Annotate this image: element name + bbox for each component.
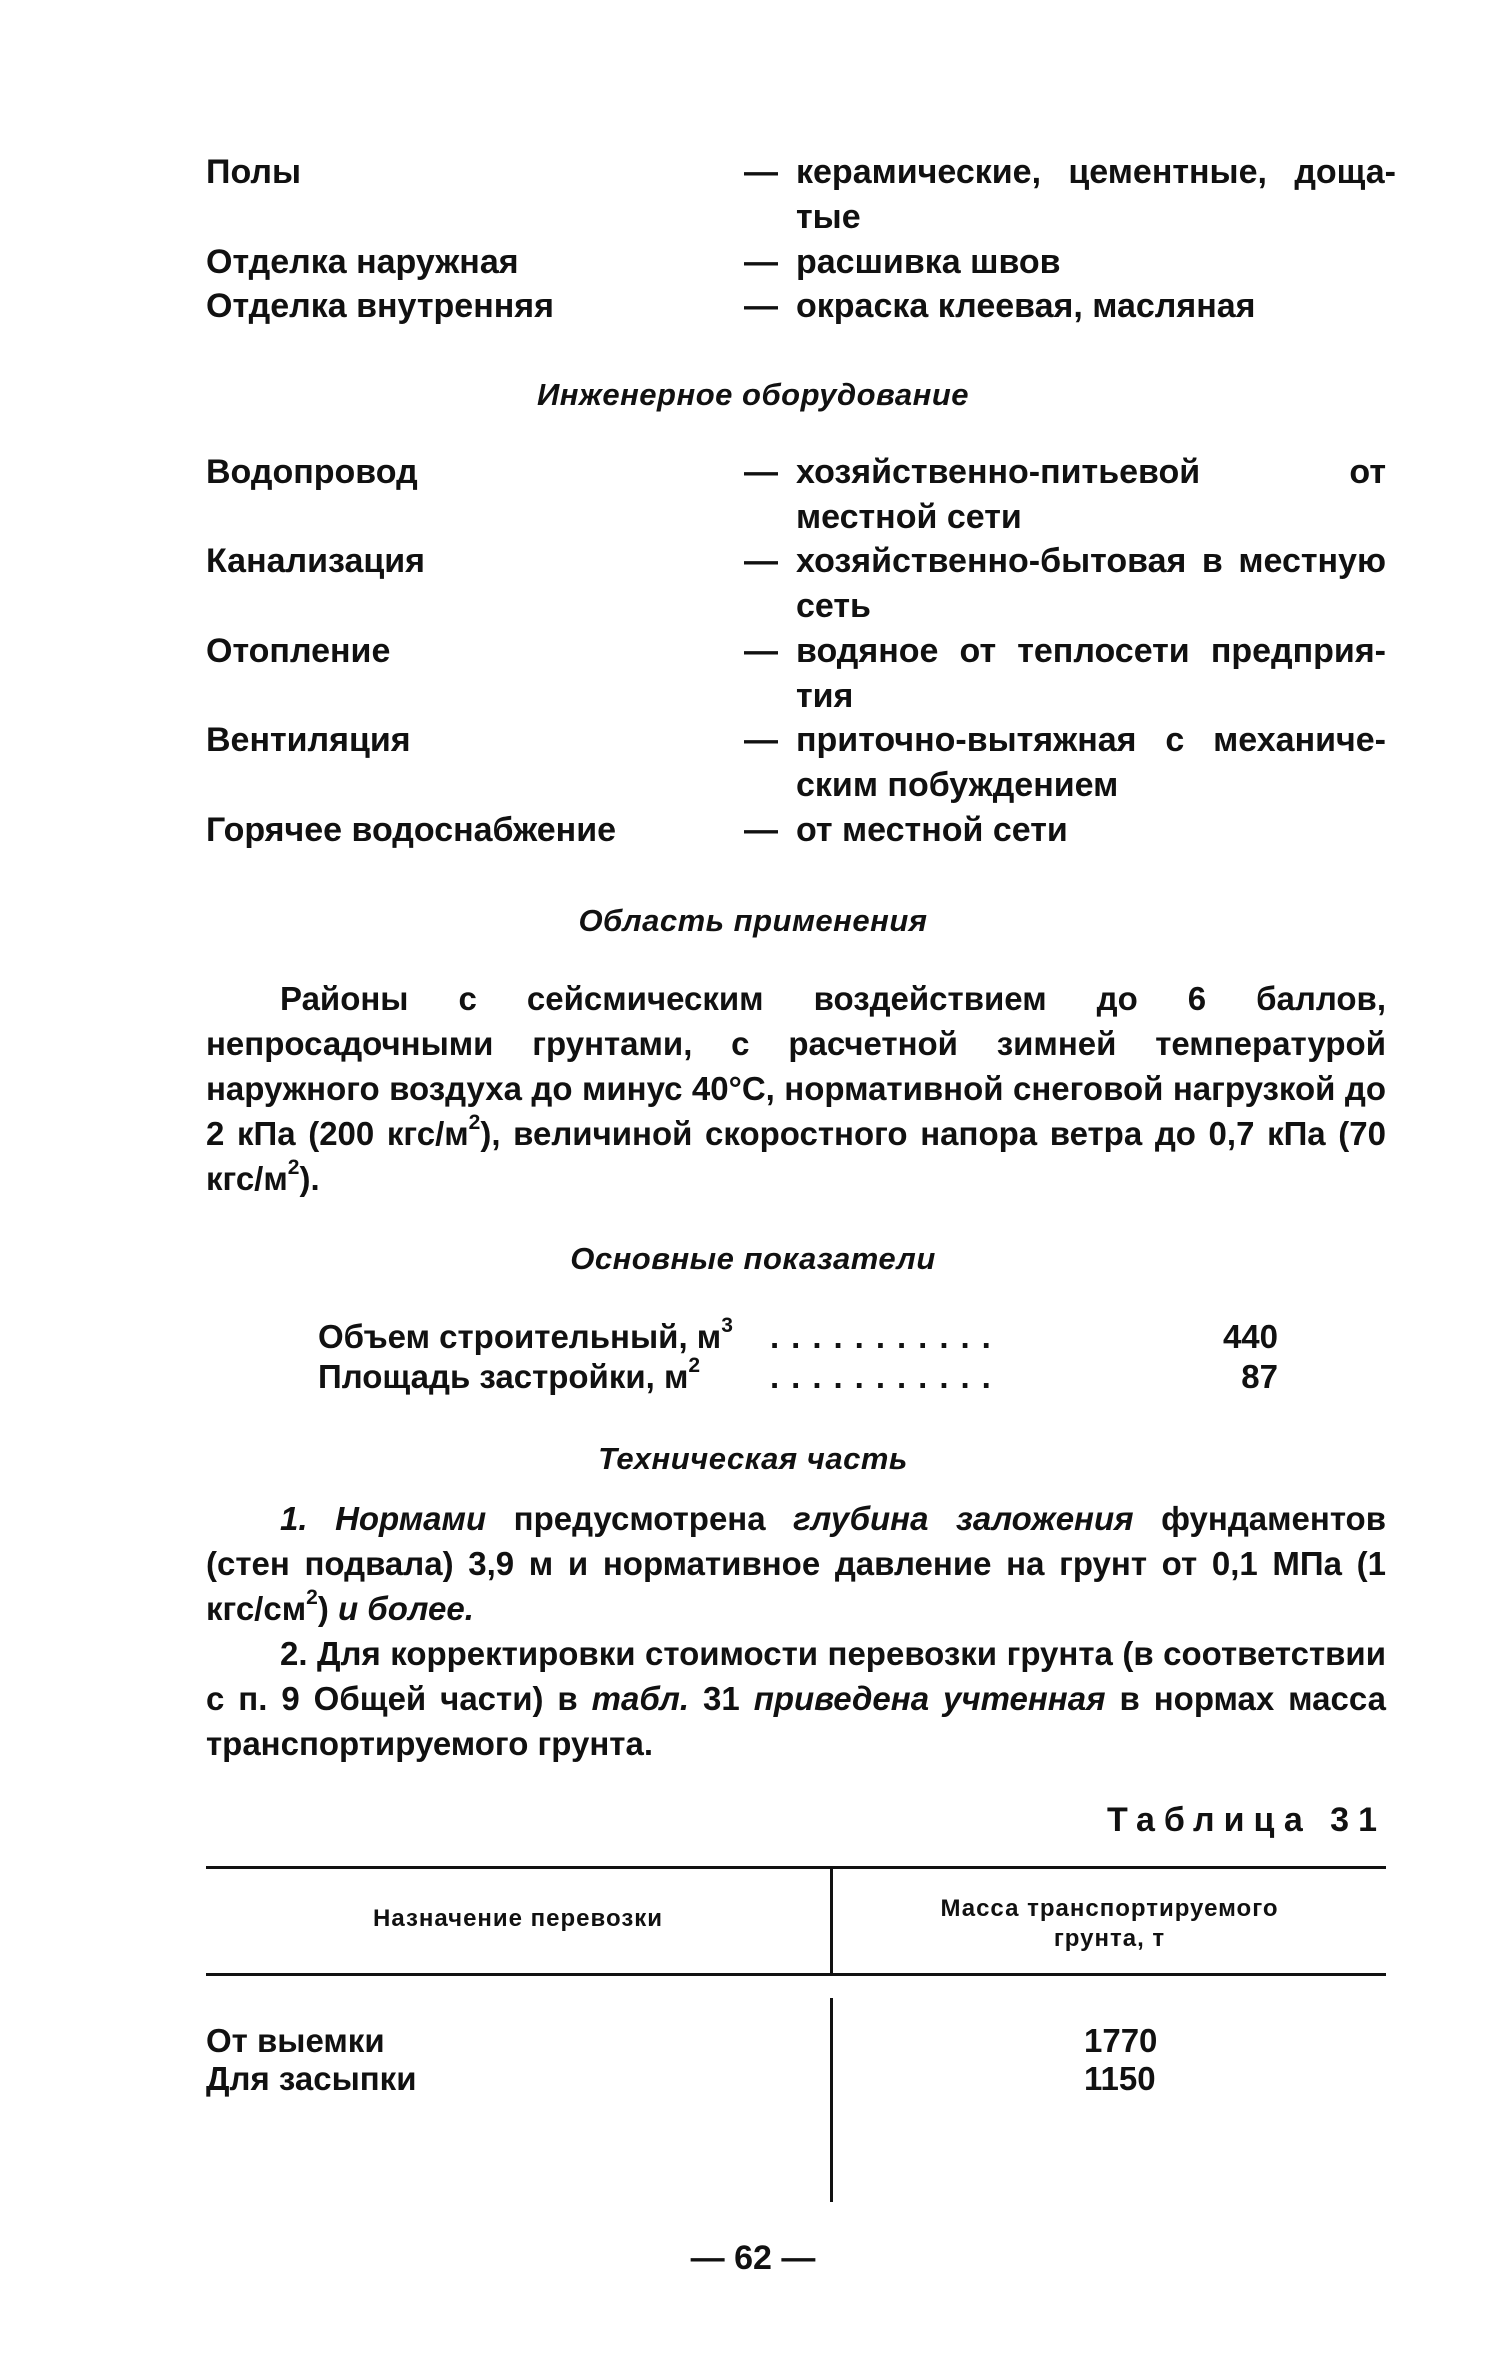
section-heading-application: Область применения [578,903,928,938]
table-cell-purpose: Для засыпки [206,2060,417,2097]
indicator-row [318,1354,1278,1399]
application-text: Районы с сейсмическим воздействием до 6 баллов, непросадочными грунтами, с расчетной зимней температурой наружного воздуха до минус 40°С, нормативной снеговой нагрузкой до 2 кПа (200 кгс/м [206,980,1386,1152]
engineering-dash: — [744,542,778,580]
spec-dash: — [744,243,778,281]
body-text: фундаментов (стен подвала) 3,9 м и нормативное давление на грунт от 0,1 МПа (1 кгс/см [206,1500,1386,1627]
table-top-rule [206,1866,1386,1869]
superscript: 2 [688,1354,701,1377]
spec-label: Полы [206,153,301,191]
leader-dots: ........... [770,1358,1003,1395]
table-body-divider [830,1998,833,2202]
table-title: Таблица 31 [1107,1801,1386,1839]
table-cell-mass: 1150 [1084,2060,1156,2097]
section-heading-technical: Техническая часть [598,1441,908,1476]
indicator-value: 87 [1241,1358,1278,1395]
body-text: 31 [689,1680,754,1717]
italic-text: и более. [337,1590,474,1627]
superscript: 2 [468,1111,481,1134]
engineering-label: Горячее водоснабжение [206,811,617,849]
engineering-value: от местной сети [796,811,1068,849]
table-col2-header-line: Масса транспортируемого [940,1895,1279,1922]
indicator-label: Объем строительный, м [318,1318,722,1355]
table-col2-header-line: грунта, т [1053,1925,1166,1952]
indicator-label: Площадь застройки, м [318,1358,689,1395]
indicator-row [318,1314,1278,1359]
paragraph-number: 1. [280,1500,308,1537]
spec-value: расшивка швов [796,243,1061,281]
engineering-label: Канализация [206,542,426,580]
section-heading-engineering: Инженерное оборудование [537,377,969,412]
italic-text: глубина заложения [793,1500,1134,1537]
spec-label: Отделка наружная [206,243,519,281]
body-text: в нормах масса транспортируемого грунта. [206,1680,1386,1762]
engineering-label: Водопровод [206,453,418,491]
engineering-label: Отопление [206,632,391,670]
engineering-dash: — [744,632,778,670]
section-heading-indicators: Основные показатели [570,1241,936,1276]
engineering-dash: — [744,811,778,849]
spec-dash: — [744,153,778,191]
spec-label: Отделка внутренняя [206,287,554,325]
engineering-label: Вентиляция [206,721,411,759]
engineering-value: водяное от теплосети предприя-тия [796,632,1386,715]
table-cell-purpose: От выемки [206,2022,385,2059]
engineering-dash: — [744,453,778,491]
spec-row [206,150,1396,240]
table-col2-header [833,1894,1386,1954]
italic-text: табл. [591,1680,690,1717]
technical-paragraph-1 [206,1496,1386,1631]
page-number: — 62 — [690,2239,816,2277]
application-text: ). [299,1160,320,1197]
spec-dash: — [744,287,778,325]
leader-dots: ........... [770,1318,1003,1355]
application-paragraph [206,976,1386,1201]
spec-value: окраска клеевая, масляная [796,287,1256,325]
table-col1-header: Назначение перевозки [372,1905,664,1932]
table-cell-mass: 1770 [1084,2022,1158,2059]
superscript: 3 [721,1314,733,1337]
technical-paragraph-2 [206,1631,1386,1766]
body-text: 2. Для корректировки стоимости перевозки грунта (в соответствии с п. 9 Общей части) в [206,1635,1386,1717]
table-header-rule [206,1973,1386,1976]
italic-text: Нормами [335,1500,487,1537]
indicator-value: 440 [1222,1318,1278,1355]
body-text: предусмотрена [486,1500,794,1537]
italic-text: приведена учтенная [753,1680,1106,1717]
application-text: ), величиной скоростного напора ветра до 0,7 кПа (70 кгс/м [206,1115,1386,1197]
body-text: ) [317,1590,338,1627]
engineering-dash: — [744,721,778,759]
engineering-value: хозяйственно-питьевой от местной сети [796,453,1386,536]
engineering-value: хозяйственно-бытовая в местную сеть [796,542,1386,625]
engineering-value: приточно-вытяжная с механиче-ским побуждением [796,721,1386,804]
superscript: 2 [306,1586,318,1609]
spec-value: керамические, цементные, доща-тые [796,153,1396,236]
superscript: 2 [287,1156,300,1179]
